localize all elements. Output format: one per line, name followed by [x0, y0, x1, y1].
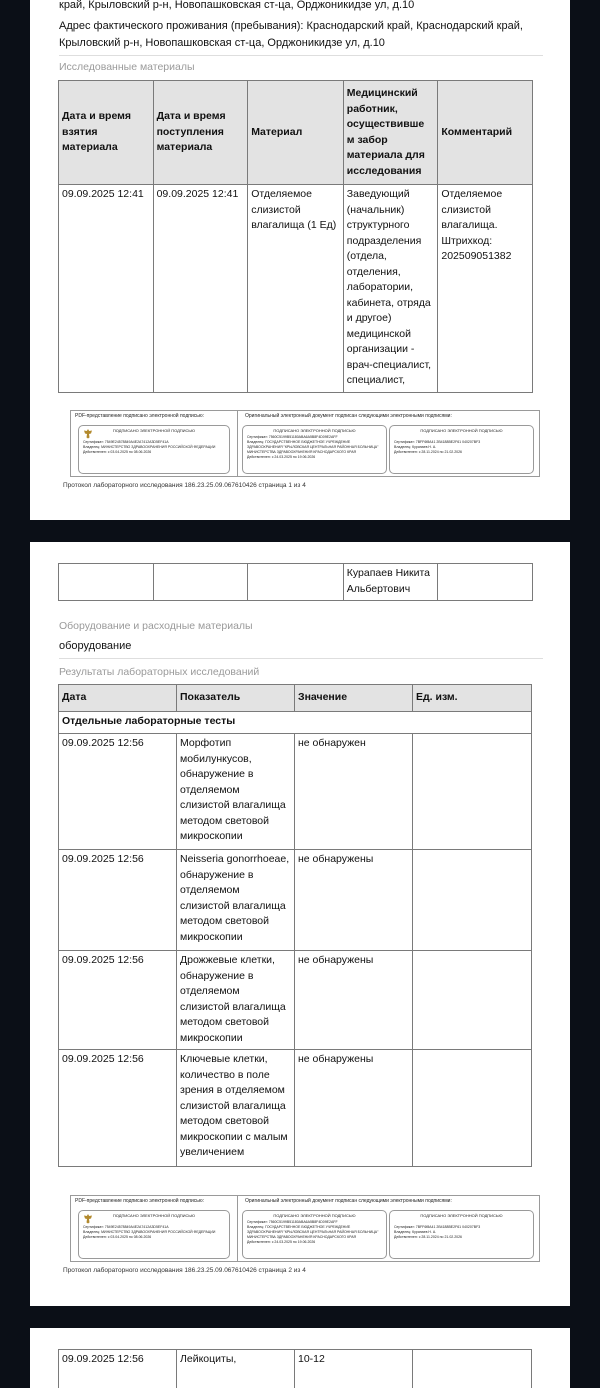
actual-address-line-2: Крыловский р-н, Новопашковская ст-ца, Орджоникидзе ул, д.10	[59, 35, 543, 52]
cell-worker-continued: Курапаев Никита Альбертович	[343, 564, 438, 601]
col-header-indicator: Показатель	[177, 685, 295, 712]
section-divider	[59, 55, 543, 56]
cell-received: 09.09.2025 12:41	[153, 185, 248, 393]
table-row	[59, 185, 533, 393]
cell-taken: 09.09.2025 12:41	[59, 185, 154, 393]
signature-block	[70, 410, 540, 477]
table-row: 09.09.2025 12:56 Морфотип мобилункусов, обнаружение в отделяемом слизистой влагалища методом световой микроскопии не обнаружен	[59, 734, 532, 850]
signature-stamp-doctor: ПОДПИСАНО ЭЛЕКТРОННОЙ ПОДПИСЬЮ Сертификат: 7BFF6f8A41 2B4188BE2F61 040207BF3 Владелец: Курапаев Н. А. Действителен: с 28.11.2024 по 21.02.2026	[389, 1210, 534, 1259]
cell-material: Отделяемое слизистой влагалища (1 Ед)	[248, 185, 344, 393]
document-page-2	[30, 542, 570, 1306]
results-section-title: Результаты лабораторных исследований	[59, 666, 259, 678]
signature-right-header: Оригинальный электронный документ подписан следующими электронными подписями:	[245, 413, 452, 419]
signature-stamp-ministry: ПОДПИСАНО ЭЛЕКТРОННОЙ ПОДПИСЬЮ Сертификат: 7549E24578849A4E2A7412A3D5EF41A Владелец: МИНИСТЕРСТВО ЗДРАВООХРАНЕНИЯ РОССИЙСКОЙ ФЕДЕРАЦИИ Действителен: с 03.04.2025 по 08.06.2026	[78, 425, 230, 474]
document-page-3	[30, 1328, 570, 1388]
signature-left-header: PDF-представление подписано электронной подписью:	[75, 413, 204, 419]
col-header-material: Материал	[248, 81, 344, 185]
actual-address-line-1: Адрес фактического проживания (пребывания): Краснодарский край, Краснодарский край,	[59, 18, 543, 35]
signature-stamp-hospital: ПОДПИСАНО ЭЛЕКТРОННОЙ ПОДПИСЬЮ Сертификат: 7560C5199B51180ABA6A5B8F4D09E2AFF Владелец: ГОСУДАРСТВЕННОЕ БЮДЖЕТНОЕ УЧРЕЖДЕНИЕ ЗДРАВООХРАНЕНИЯ "КРЫЛОВСКАЯ ЦЕНТРАЛЬНАЯ РАЙОННАЯ БОЛЬНИЦА" МИНИСТЕРСТВА ЗДРАВООХРАНЕНИЯ КРАСНОДАРСКОГО КРАЯ Действителен: с 24.03.2025 по 19.06.2026	[242, 1210, 387, 1259]
col-header-value: Значение	[295, 685, 413, 712]
materials-table	[58, 80, 533, 393]
results-table	[58, 684, 532, 1167]
results-table-continued	[58, 1349, 532, 1388]
table-row: 09.09.2025 12:56 Дрожжевые клетки, обнаружение в отделяемом слизистой влагалища методом световой микроскопии не обнаружены	[59, 951, 532, 1050]
group-title: Отдельные лабораторные тесты	[59, 712, 532, 734]
cell-comment: Отделяемое слизистой влагалища. Штрихкод: 202509051382	[438, 185, 533, 393]
materials-table-continued	[58, 563, 533, 601]
cell-worker: Заведующий (начальник) структурного подразделения (отдела, отделения, лаборатории, кабинета, отряда и другое) медицинской организации - врач-специалист, специалист,	[343, 185, 438, 393]
table-row	[59, 564, 533, 601]
equipment-section-title: Оборудование и расходные материалы	[59, 620, 253, 632]
table-row: 09.09.2025 12:56 Ключевые клетки, количество в поле зрения в отделяемом слизистой влагалища методом световой микроскопии с малым увеличением не обнаружены	[59, 1050, 532, 1167]
materials-section-title: Исследованные материалы	[59, 61, 195, 73]
table-row: 09.09.2025 12:56 Лейкоциты, 10-12	[59, 1350, 532, 1388]
col-header-worker: Медицинский работник, осуществивше м забор материала для исследования	[343, 81, 438, 185]
signature-block: PDF-представление подписано электронной подписью: Оригинальный электронный документ подписан следующими электронными подписями: ПОДПИСАНО ЭЛЕКТРОННОЙ ПОДПИСЬЮ Сертификат: 7549E24578849A4E2A7412A3D5EF41A Владелец: МИНИСТЕРСТВО ЗДРАВООХРАНЕНИЯ РОССИЙСКОЙ ФЕДЕРАЦИИ Действителен: с 03.04.2025 по 08.06.2026 ПОДПИСАНО ЭЛЕКТРОННОЙ ПОДПИСЬЮ Сертификат: 7560C5199B51180ABA6A5B8F4D09E2AFF Владелец: ГОСУДАРСТВЕННОЕ БЮДЖЕТНОЕ УЧРЕЖДЕНИЕ ЗДРАВООХРАНЕНИЯ "КРЫЛОВСКАЯ ЦЕНТРАЛЬНАЯ РАЙОННАЯ БОЛЬНИЦА" МИНИСТЕРСТВА ЗДРАВООХРАНЕНИЯ КРАСНОДАРСКОГО КРАЯ Действителен: с 24.03.2025 по 19.06.2026 ПОДПИСАНО ЭЛЕКТРОННОЙ ПОДПИСЬЮ Сертификат: 7BFF6f8A41 2B4188BE2F61 040207BF3 Владелец: Курапаев Н. А. Действителен: с 28.11.2024 по 21.02.2026	[70, 1195, 540, 1262]
page-footer: Протокол лабораторного исследования 186.23.25.09.067610426 страница 1 из 4	[63, 482, 306, 489]
registration-address-tail: край, Крыловский р-н, Новопашковская ст-ца, Орджоникидзе ул, д.10	[59, 0, 543, 14]
document-page-1	[30, 0, 570, 520]
signature-stamp-hospital: ПОДПИСАНО ЭЛЕКТРОННОЙ ПОДПИСЬЮ Сертификат: 7560C5199B51180ABA6A5B8F4D09E2AFF Владелец: ГОСУДАРСТВЕННОЕ БЮДЖЕТНОЕ УЧРЕЖДЕНИЕ ЗДРАВООХРАНЕНИЯ "КРЫЛОВСКАЯ ЦЕНТРАЛЬНАЯ РАЙОННАЯ БОЛЬНИЦА" МИНИСТЕРСТВА ЗДРАВООХРАНЕНИЯ КРАСНОДАРСКОГО КРАЯ Действителен: с 24.03.2025 по 19.06.2026	[242, 425, 387, 474]
col-header-comment: Комментарий	[438, 81, 533, 185]
section-divider	[59, 658, 543, 659]
page-footer: Протокол лабораторного исследования 186.23.25.09.067610426 страница 2 из 4	[63, 1267, 306, 1274]
equipment-value: оборудование	[59, 638, 543, 655]
signature-stamp-ministry: ПОДПИСАНО ЭЛЕКТРОННОЙ ПОДПИСЬЮ Сертификат: 7549E24578849A4E2A7412A3D5EF41A Владелец: МИНИСТЕРСТВО ЗДРАВООХРАНЕНИЯ РОССИЙСКОЙ ФЕДЕРАЦИИ Действителен: с 03.04.2025 по 08.06.2026	[78, 1210, 230, 1259]
signature-stamp-doctor: ПОДПИСАНО ЭЛЕКТРОННОЙ ПОДПИСЬЮ Сертификат: 7BFF6f8A41 2B4188BE2F61 040207BF3 Владелец: Курапаев Н. А. Действителен: с 28.11.2024 по 21.02.2026	[389, 425, 534, 474]
col-header-unit: Ед. изм.	[413, 685, 532, 712]
table-row: 09.09.2025 12:56 Neisseria gonorrhoeae, обнаружение в отделяемом слизистой влагалища методом световой микроскопии не обнаружены	[59, 850, 532, 951]
col-header-received: Дата и время поступления материала	[153, 81, 248, 185]
col-header-taken: Дата и время взятия материала	[59, 81, 154, 185]
col-header-date: Дата	[59, 685, 177, 712]
